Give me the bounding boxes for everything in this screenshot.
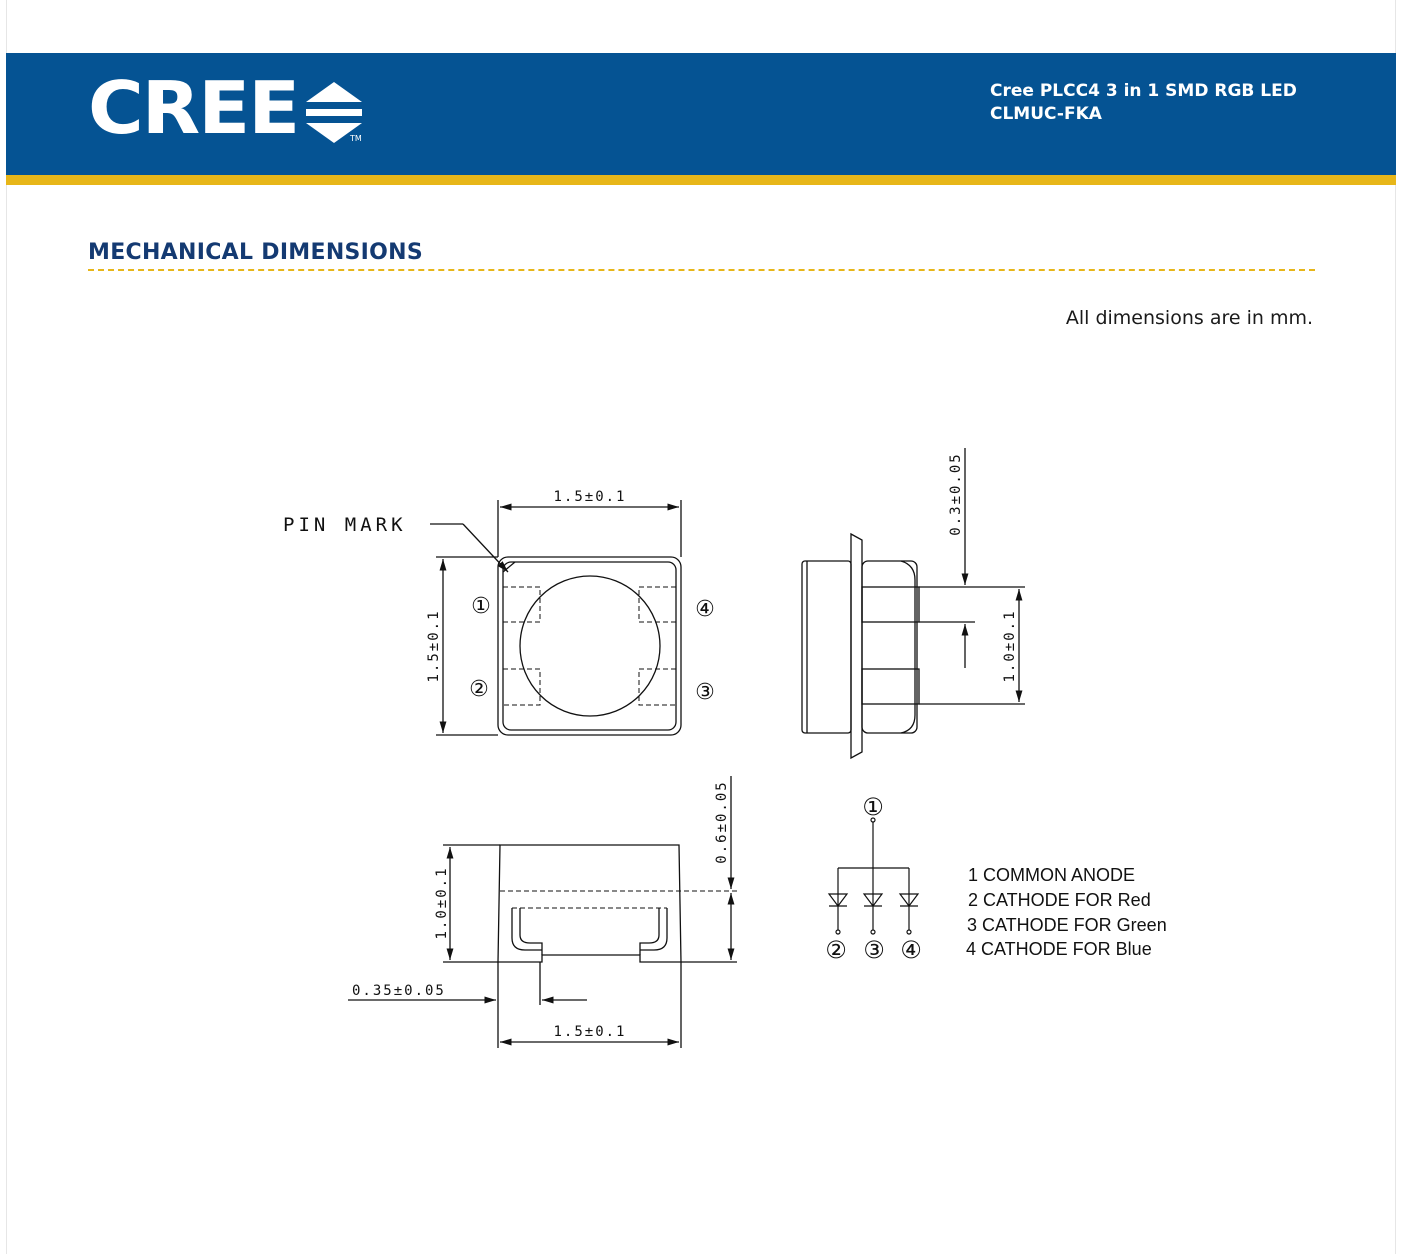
section-heading: MECHANICAL DIMENSIONS [88, 240, 424, 265]
top-pin-4: ④ [695, 597, 715, 622]
cree-logo: CREE [88, 65, 299, 150]
legend-pin-3: 3 CATHODE FOR Green [967, 915, 1167, 935]
dim-front-lens: 0.6±0.05 [714, 780, 730, 864]
legend-pin-1: 1 COMMON ANODE [968, 865, 1136, 885]
side-view [802, 448, 1025, 758]
dim-top-height: 1.5±0.1 [426, 609, 442, 683]
dim-front-width: 1.5±0.1 [553, 1024, 627, 1040]
schematic [829, 818, 918, 934]
schematic-pin-1: ① [862, 793, 884, 821]
schematic-pin-4: ④ [900, 936, 922, 964]
trademark-mark: TM [350, 134, 362, 143]
front-view [348, 776, 737, 1048]
schematic-pin-2: ② [825, 936, 847, 964]
dim-side-pitch: 1.0±0.1 [1002, 609, 1018, 683]
top-pin-1: ① [471, 594, 491, 619]
dim-front-height: 1.0±0.1 [434, 866, 450, 940]
units-note: All dimensions are in mm. [1065, 307, 1313, 329]
top-view [430, 500, 681, 735]
legend-pin-2: 2 CATHODE FOR Red [968, 890, 1151, 910]
top-pin-3: ③ [695, 680, 715, 705]
dim-front-lead: 0.35±0.05 [352, 983, 446, 999]
schematic-pin-3: ③ [863, 936, 885, 964]
document-title-line1: Cree PLCC4 3 in 1 SMD RGB LED [990, 81, 1297, 101]
dim-side-lead: 0.3±0.05 [948, 452, 964, 536]
pin-mark-label: PIN MARK [283, 514, 407, 536]
document-title-line2: CLMUC-FKA [990, 104, 1102, 124]
dim-top-width: 1.5±0.1 [553, 489, 627, 505]
legend-pin-4: 4 CATHODE FOR Blue [966, 939, 1152, 959]
top-pin-2: ② [469, 677, 489, 702]
